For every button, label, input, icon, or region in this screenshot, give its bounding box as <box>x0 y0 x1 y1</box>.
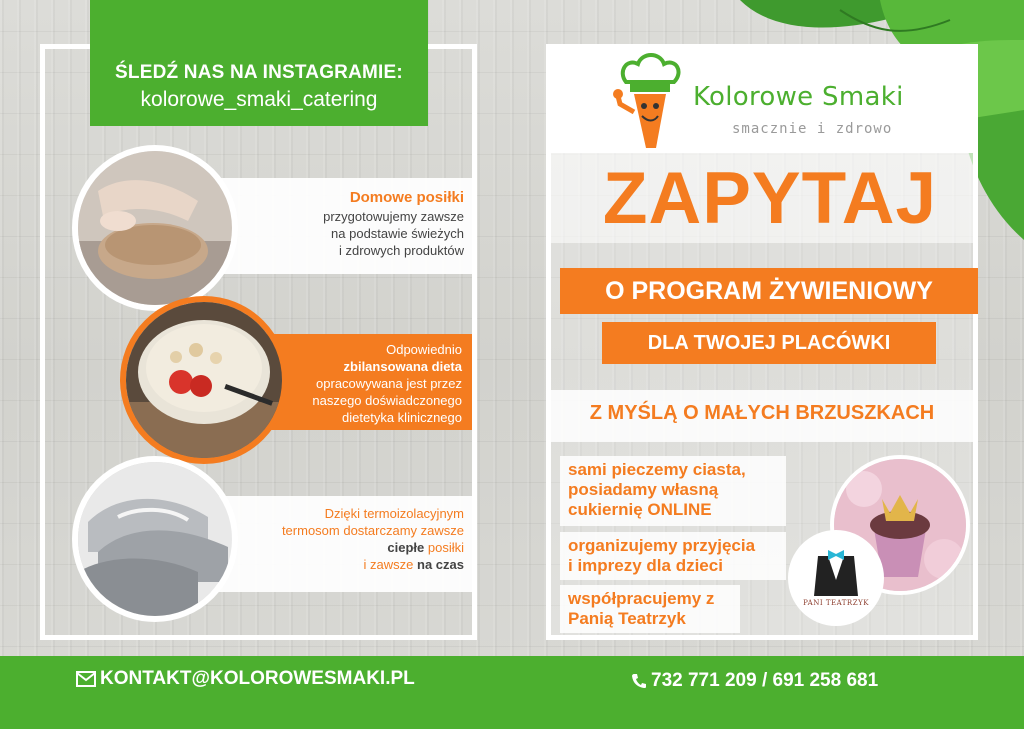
feature-teatrzyk <box>560 585 740 633</box>
instagram-banner <box>90 0 428 126</box>
balanced-diet-line3: naszego doświadczonego <box>312 393 462 408</box>
feature-teatrzyk-line1: współpracujemy z <box>568 589 715 608</box>
bread-dough-photo <box>72 145 238 311</box>
feature-bakery-line3: cukiernię ONLINE <box>568 500 712 519</box>
feature-parties <box>560 532 786 580</box>
feature-bakery <box>560 456 786 526</box>
balanced-diet-heading: zbilansowana dieta <box>343 359 462 374</box>
footer-bar <box>0 656 1024 729</box>
feature-teatrzyk-line2: Panią Teatrzyk <box>568 609 686 628</box>
homemade-meals-heading: Domowe posiłki <box>349 189 464 206</box>
phone-icon <box>631 673 647 689</box>
balanced-diet-line2: opracowywana jest przez <box>316 376 462 391</box>
feature-bakery-line1: sami pieczemy ciasta, <box>568 460 746 479</box>
feature-bakery-line2: posiadamy własną <box>568 480 719 499</box>
nutrition-program-banner: O PROGRAM ŻYWIENIOWY <box>560 268 978 314</box>
contact-phone[interactable] <box>631 670 878 692</box>
chafing-dishes-photo <box>72 456 238 622</box>
pani-teatrzyk-logo <box>788 530 884 626</box>
chef-mascot-logo <box>612 52 688 152</box>
contact-email[interactable] <box>76 668 415 690</box>
brand-name: Kolorowe Smaki <box>693 82 904 112</box>
yogurt-bowl-photo <box>120 296 288 464</box>
balanced-diet-line1: Odpowiednio <box>386 342 462 357</box>
thermos-line2: termosom dostarczamy zawsze <box>281 523 464 538</box>
headline-ask: ZAPYTAJ <box>602 158 938 239</box>
thermos-bold-ontime: na czas <box>417 557 464 572</box>
instagram-title: ŚLEDŹ NAS NA INSTAGRAMIE: <box>115 62 403 83</box>
thermos-text <box>240 505 464 573</box>
thermos-line3: posiłki <box>424 540 464 555</box>
homemade-meals-line2: na podstawie świeżych <box>331 226 464 241</box>
thermos-line4: i zawsze <box>363 557 418 572</box>
homemade-meals-text <box>250 188 464 259</box>
for-your-facility-banner: DLA TWOJEJ PLACÓWKI <box>602 322 936 364</box>
homemade-meals-line3: i zdrowych produktów <box>339 243 464 258</box>
pani-teatrzyk-label: PANI TEATRZYK <box>803 599 869 607</box>
contact-phone-text: 732 771 209 / 691 258 681 <box>651 670 879 691</box>
homemade-meals-line1: przygotowujemy zawsze <box>323 209 464 224</box>
brand-tagline: smacznie i zdrowo <box>732 121 893 137</box>
feature-parties-line1: organizujemy przyjęcia <box>568 536 756 555</box>
feature-parties-line2: i imprezy dla dzieci <box>568 556 723 575</box>
contact-email-text: KONTAKT@KOLOROWESMAKI.PL <box>100 668 415 689</box>
balanced-diet-line4: dietetyka klinicznego <box>342 410 462 425</box>
envelope-icon <box>76 671 96 687</box>
thermos-line1: Dzięki termoizolacyjnym <box>324 506 464 521</box>
instagram-handle[interactable]: kolorowe_smaki_catering <box>140 88 378 111</box>
little-tummies-text: Z MYŚLĄ O MAŁYCH BRZUSZKACH <box>589 402 935 424</box>
thermos-bold-warm: ciepłe <box>387 540 425 555</box>
balanced-diet-text <box>290 341 462 426</box>
